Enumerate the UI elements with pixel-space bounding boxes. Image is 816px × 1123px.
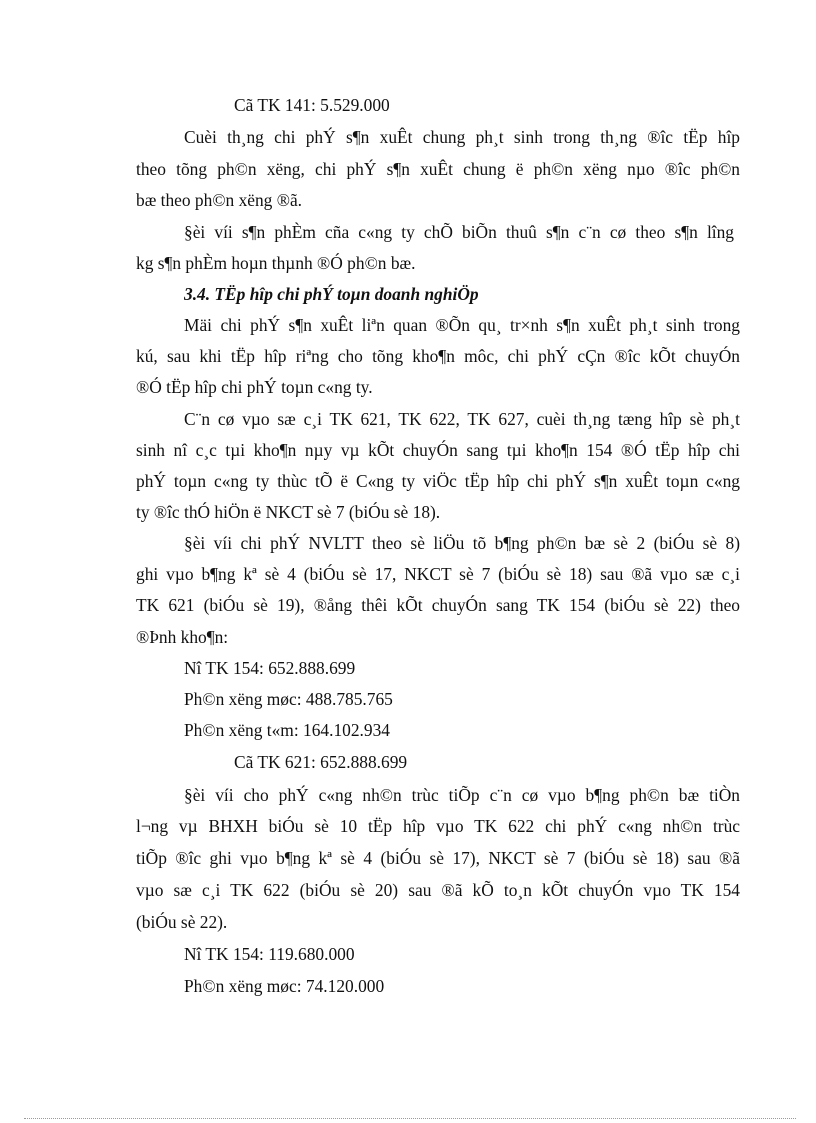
- text-line: C¨n cø vµo sæ c¸i TK 621, TK 622, TK 627, cuèi th¸ng tæng hîp sè ph¸t: [184, 409, 740, 429]
- text-line: TK 621 (biÓu sè 19), ®ång thêi kÕt chuyÓn sang TK 154 (biÓu sè 22) theo: [136, 595, 740, 615]
- text-line: ghi vµo b¶ng kª sè 4 (biÓu sè 17, NKCT sè 7 (biÓu sè 18) sau ®ã vµo sæ c¸i: [136, 564, 740, 584]
- text-line: §èi víi s¶n phÈm cña c«ng ty chÕ biÕn thuû s¶n c¨n cø theo s¶n lîng: [184, 222, 734, 242]
- text-line: Cã TK 621: 652.888.699: [234, 752, 408, 772]
- text-line: ®Þnh kho¶n:: [136, 627, 229, 647]
- text-line: Cuèi th¸ng chi phÝ s¶n xuÊt chung ph¸t sinh trong th¸ng ®îc tËp hîp: [184, 127, 740, 147]
- page-edge-divider: [24, 1118, 796, 1119]
- text-line: theo tõng ph©n xëng, chi phÝ s¶n xuÊt chung ë ph©n xëng nµo ®îc ph©n: [136, 159, 740, 179]
- text-line: kú, sau khi tËp hîp riªng cho tõng kho¶n môc, chi phÝ cÇn ®îc kÕt chuyÓn: [136, 346, 740, 366]
- text-line: sinh nî c¸c tµi kho¶n nµy vµ kÕt chuyÓn sang tµi kho¶n 154 ®Ó tËp hîp chi: [136, 440, 740, 460]
- text-line: tiÕp ®îc ghi vµo b¶ng kª sè 4 (biÓu sè 17), NKCT sè 7 (biÓu sè 18) sau ®ã: [136, 848, 740, 868]
- text-line: Ph©n xëng møc: 74.120.000: [184, 976, 385, 996]
- text-line: vµo sæ c¸i TK 622 (biÓu sè 20) sau ®ã kÕ to¸n kÕt chuyÓn vµo TK 154: [136, 880, 740, 900]
- text-line: Cã TK 141: 5.529.000: [234, 95, 390, 115]
- text-line: ty ®îc thÓ hiÖn ë NKCT sè 7 (biÓu sè 18).: [136, 502, 441, 522]
- text-line: Ph©n xëng møc: 488.785.765: [184, 689, 393, 709]
- text-line: ®Ó tËp hîp chi phÝ toµn c«ng ty.: [136, 377, 373, 397]
- text-line: §èi víi cho phÝ c«ng nh©n trùc tiÕp c¨n cø vµo b¶ng ph©n bæ tiÒn: [184, 785, 740, 805]
- section-heading: 3.4. TËp hîp chi phÝ toµn doanh nghiÖp: [184, 284, 479, 304]
- text-line: (biÓu sè 22).: [136, 912, 228, 932]
- text-line: Nî TK 154: 119.680.000: [184, 944, 355, 964]
- text-line: Nî TK 154: 652.888.699: [184, 658, 356, 678]
- text-line: kg s¶n phÈm hoµn thµnh ®Ó ph©n bæ.: [136, 253, 416, 273]
- text-line: bæ theo ph©n xëng ®ã.: [136, 190, 303, 210]
- text-line: phÝ toµn c«ng ty thùc tÕ ë C«ng ty viÖc tËp hîp chi phÝ s¶n xuÊt toµn c«ng: [136, 471, 740, 491]
- text-line: l¬ng vµ BHXH biÓu sè 10 tËp hîp vµo TK 622 chi phÝ c«ng nh©n trùc: [136, 816, 740, 836]
- text-line: §èi víi chi phÝ NVLTT theo sè liÖu tõ b¶ng ph©n bæ sè 2 (biÓu sè 8): [184, 533, 740, 553]
- text-line: Mäi chi phÝ s¶n xuÊt liªn quan ®Õn qu¸ tr×nh s¶n xuÊt ph¸t sinh trong: [184, 315, 740, 335]
- text-line: Ph©n xëng t«m: 164.102.934: [184, 720, 390, 740]
